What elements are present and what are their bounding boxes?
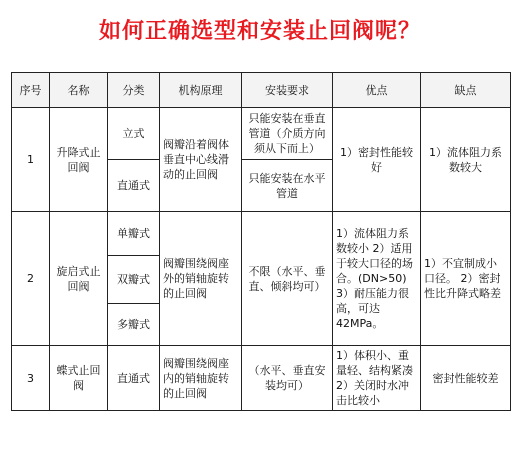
row3-sub: 直通式 bbox=[108, 346, 160, 411]
table-header-row bbox=[12, 73, 511, 108]
row1-cons: 1）流体阻力系数较大 bbox=[421, 108, 511, 212]
row1-name: 升降式止回阀 bbox=[50, 108, 108, 212]
header-name: 名称 bbox=[50, 73, 108, 108]
table-row bbox=[12, 346, 511, 411]
header-pros: 优点 bbox=[333, 73, 421, 108]
row3-install: （水平、垂直安装均可） bbox=[242, 346, 333, 411]
row3-principle: 阀瓣围绕阀座内的销轴旋转的止回阀 bbox=[160, 346, 242, 411]
row2-install: 不限（水平、垂直、倾斜均可） bbox=[242, 212, 333, 346]
header-no: 序号 bbox=[12, 73, 50, 108]
row2-no: 2 bbox=[12, 212, 50, 346]
row3-pros: 1）体积小、重量轻、结构紧凑 2）关闭时水冲击比较小 bbox=[333, 346, 421, 411]
row2-sub1: 单瓣式 bbox=[108, 212, 160, 256]
row3-cons: 密封性能较差 bbox=[421, 346, 511, 411]
header-install: 安装要求 bbox=[242, 73, 333, 108]
header-cons: 缺点 bbox=[421, 73, 511, 108]
row2-sub3: 多瓣式 bbox=[108, 304, 160, 346]
page-title: 如何正确选型和安装止回阀呢？ bbox=[98, 19, 421, 44]
row2-sub2: 双瓣式 bbox=[108, 256, 160, 304]
row1-install1: 只能安装在垂直管道（介质方向须从下而上） bbox=[242, 108, 333, 160]
row2-name: 旋启式止回阀 bbox=[50, 212, 108, 346]
header-principle: 机构原理 bbox=[160, 73, 242, 108]
row2-principle: 阀瓣围绕阀座外的销轴旋转的止回阀 bbox=[160, 212, 242, 346]
row2-cons: 1）不宜制成小口径。 2）密封性比升降式略差 bbox=[421, 212, 511, 346]
row1-install2: 只能安装在水平管道 bbox=[242, 160, 333, 212]
row1-pros: 1）密封性能较好 bbox=[333, 108, 421, 212]
row1-sub1: 立式 bbox=[108, 108, 160, 160]
check-valve-table bbox=[11, 72, 511, 411]
row1-no: 1 bbox=[12, 108, 50, 212]
row3-name: 蝶式止回阀 bbox=[50, 346, 108, 411]
table-row bbox=[12, 108, 511, 160]
row1-sub2: 直通式 bbox=[108, 160, 160, 212]
row3-no: 3 bbox=[12, 346, 50, 411]
table-row bbox=[12, 212, 511, 256]
row2-pros: 1）流体阻力系数较小 2）适用于较大口径的场合。(DN>50) 3）耐压能力很高，可达42MPa。 bbox=[333, 212, 421, 346]
row1-principle: 阀瓣沿着阀体垂直中心线滑动的止回阀 bbox=[160, 108, 242, 212]
header-category: 分类 bbox=[108, 73, 160, 108]
